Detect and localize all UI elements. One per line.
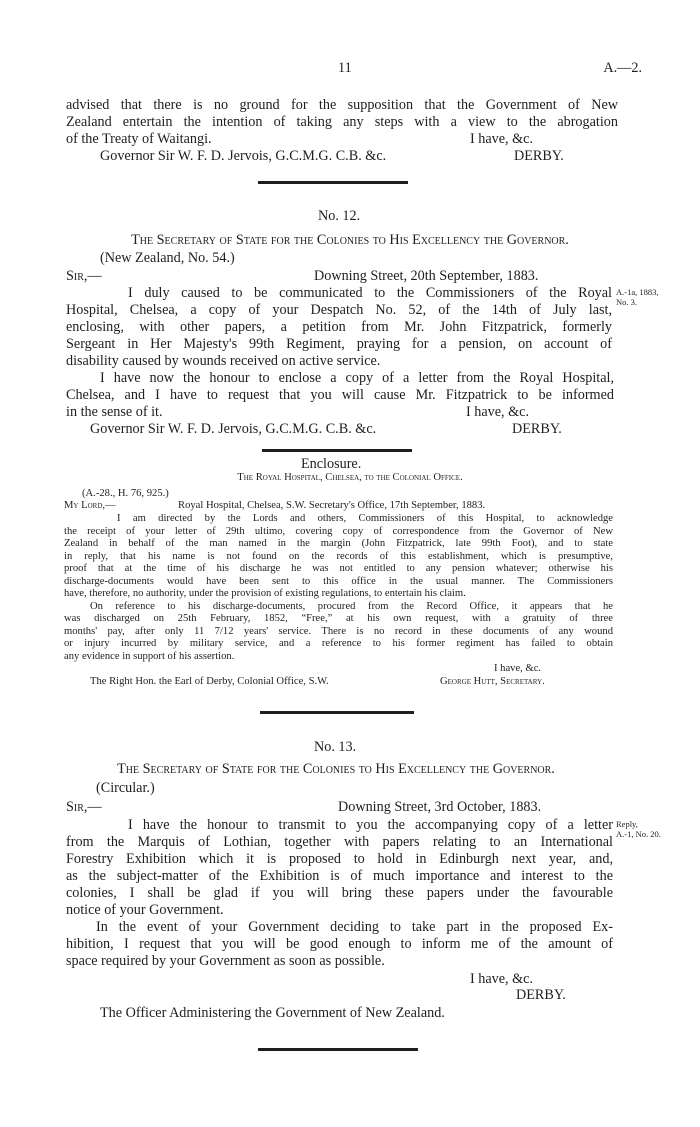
no12-para1-line: Hospital, Chelsea, a copy of your Despatch No. 52, of the 14th of July last,	[66, 302, 612, 318]
no13-para1-line: notice of your Government.	[66, 902, 224, 918]
enclosure-para1-line: have, therefore, no authority, under the provision of existing regulations, to entertain his claim.	[64, 588, 466, 599]
no12-salutation: Sir,—	[66, 268, 102, 284]
enclosure-para2-first	[90, 601, 613, 614]
no13-para1	[66, 834, 613, 919]
enclosure-para2-line: months' pay, after only 11 7/12 years' service. There is no record in these documents of any wound	[64, 625, 613, 637]
no12-para1-first	[128, 285, 612, 302]
intro-line: Zealand entertain the intention of taking any steps with a view to the abrogation	[66, 114, 618, 130]
no12-para2-line: I have now the honour to enclose a copy of a letter from the Royal Hospital,	[100, 370, 614, 386]
no12-para2-line: Chelsea, and I have to request that you will cause Mr. Fitzpatrick to be informed	[66, 387, 614, 403]
no12-para1-line: disability caused by wounds received on active service.	[66, 353, 381, 369]
no13-closing: I have, &c.	[470, 971, 534, 987]
intro-last-line: of the Treaty of Waitangi.	[66, 131, 212, 147]
enclosure-para1-line: the receipt of your letter of 29th ultimo, covering copy of correspondence from the Governor of New	[64, 525, 613, 537]
no13-para1-line: from the Marquis of Lothian, together with papers relating to an International	[66, 834, 613, 850]
no13-para1-line: colonies, I shall be glad if you will bring these papers under the favourable	[66, 885, 613, 901]
enclosure-salutation: My Lord,—	[64, 500, 116, 511]
no13-title: The Secretary of State for the Colonies to His Excellency the Governor.	[117, 761, 555, 777]
enclosure-para1	[64, 526, 613, 601]
section-divider	[262, 449, 412, 452]
no12-place-date: Downing Street, 20th September, 1883.	[314, 268, 539, 284]
no12-margin-note: No. 3.	[616, 297, 638, 307]
enclosure-para2-line: On reference to his discharge-documents, procured from the Record Office, it appears that he	[90, 600, 613, 612]
no13-addressee: The Officer Administering the Government of New Zealand.	[100, 1005, 445, 1021]
enclosure-addressee: The Right Hon. the Earl of Derby, Colonial Office, S.W.	[90, 675, 329, 687]
page-number: 11	[338, 60, 352, 76]
no13-place-date: Downing Street, 3rd October, 1883.	[338, 799, 542, 815]
intro-signature: DERBY.	[514, 148, 564, 164]
enclosure-para2-line: any evidence in support of his assertion.	[64, 650, 235, 662]
enclosure-para1-first	[117, 513, 613, 526]
no12-para2-first	[100, 370, 614, 387]
enclosure-para2	[64, 613, 613, 663]
no12-para1-line: I duly caused to be communicated to the Commissioners of the Royal	[128, 285, 612, 301]
no13-para1-line: Forestry Exhibition which it is proposed to hold in Edinburgh next year, and,	[66, 851, 613, 867]
no12-signature: DERBY.	[512, 421, 562, 437]
intro-addressee: Governor Sir W. F. D. Jervois, G.C.M.G. C.B. &c.	[100, 148, 387, 164]
no12-closing: I have, &c.	[466, 404, 530, 420]
no13-para1-line: I have the honour to transmit to you the accompanying copy of a letter	[128, 817, 613, 833]
enclosure-para2-line: was discharged on 25th February, 1852, “Free,” at his own request, with a gratuity of three	[64, 613, 613, 624]
no12-para1	[66, 302, 612, 370]
no13-para2-line: hibition, I request that you will be good enough to inform me of the amount of	[66, 936, 613, 952]
enclosure-para1-line: I am directed by the Lords and others, Commissioners of this Hospital, to acknowledge	[117, 513, 613, 524]
intro-paragraph	[66, 97, 618, 131]
no13-para1-line: as the subject-matter of the Exhibition is of much importance and interest to the	[66, 868, 613, 884]
enclosure-para1-line: proof that at the time of his discharge he was not entitled to any pension whatever; otherwise his	[64, 563, 613, 574]
no13-para2-first	[96, 919, 613, 936]
enclosure-title: The Royal Hospital, Chelsea, to the Colonial Office.	[237, 472, 463, 483]
no13-margin-note: Reply,	[616, 819, 638, 829]
section-divider	[258, 181, 408, 184]
no13-salutation: Sir,—	[66, 799, 102, 815]
no13-para2-line: space required by your Government as soon as possible.	[66, 953, 385, 969]
enclosure-place-date: Royal Hospital, Chelsea, S.W. Secretary's Office, 17th September, 1883.	[178, 500, 486, 511]
enclosure-closing: I have, &c.	[494, 663, 542, 674]
no13-para2-line: In the event of your Government deciding to take part in the proposed Ex-	[96, 919, 613, 935]
section-divider	[260, 711, 414, 714]
enclosure-para1-line: discharge-documents would have been sent to this office in the usual manner. The Commissioners	[64, 575, 613, 587]
no13-reference: (Circular.)	[96, 780, 155, 796]
enclosure-para1-line: Zealand in behalf of the man named in the margin (John Fitzpatrick, late 99th Foot), and to state	[64, 538, 613, 549]
no12-margin-note: A.-1a, 1883,	[616, 287, 659, 297]
no12-para1-line: Sergeant in Her Majesty's 99th Regiment, praying for a pension, on account of	[66, 336, 612, 352]
no12-para1-line: enclosing, with other papers, a petition from Mr. John Fitzpatrick, formerly	[66, 319, 612, 335]
no12-heading: No. 12.	[318, 208, 361, 224]
no12-title: The Secretary of State for the Colonies to His Excellency the Governor.	[131, 232, 569, 248]
document-reference: A.—2.	[603, 60, 642, 76]
no13-para2	[66, 936, 613, 970]
no13-para1-first	[128, 817, 613, 834]
enclosure-heading: Enclosure.	[301, 456, 362, 472]
intro-closing: I have, &c.	[470, 131, 534, 147]
section-divider	[258, 1048, 418, 1051]
no13-signature: DERBY.	[516, 987, 566, 1003]
enclosure-signature: George Hutt, Secretary.	[440, 675, 545, 687]
no13-heading: No. 13.	[314, 739, 357, 755]
no12-para2-line: in the sense of it.	[66, 404, 163, 420]
enclosure-reference: (A.-28., H. 76, 925.)	[82, 488, 169, 499]
no12-para2	[66, 387, 614, 421]
enclosure-para2-line: or injury incurred by military service, and a reference to his former regiment has failed to obtain	[64, 638, 613, 649]
no12-addressee: Governor Sir W. F. D. Jervois, G.C.M.G. C.B. &c.	[90, 421, 377, 437]
no13-margin-note: A.-1, No. 20.	[616, 829, 661, 839]
enclosure-para1-line: in reply, that his name is not found on the records of this establishment, which is presumptive,	[64, 550, 613, 562]
no12-reference: (New Zealand, No. 54.)	[100, 250, 235, 266]
intro-line: advised that there is no ground for the supposition that the Government of New	[66, 97, 618, 113]
